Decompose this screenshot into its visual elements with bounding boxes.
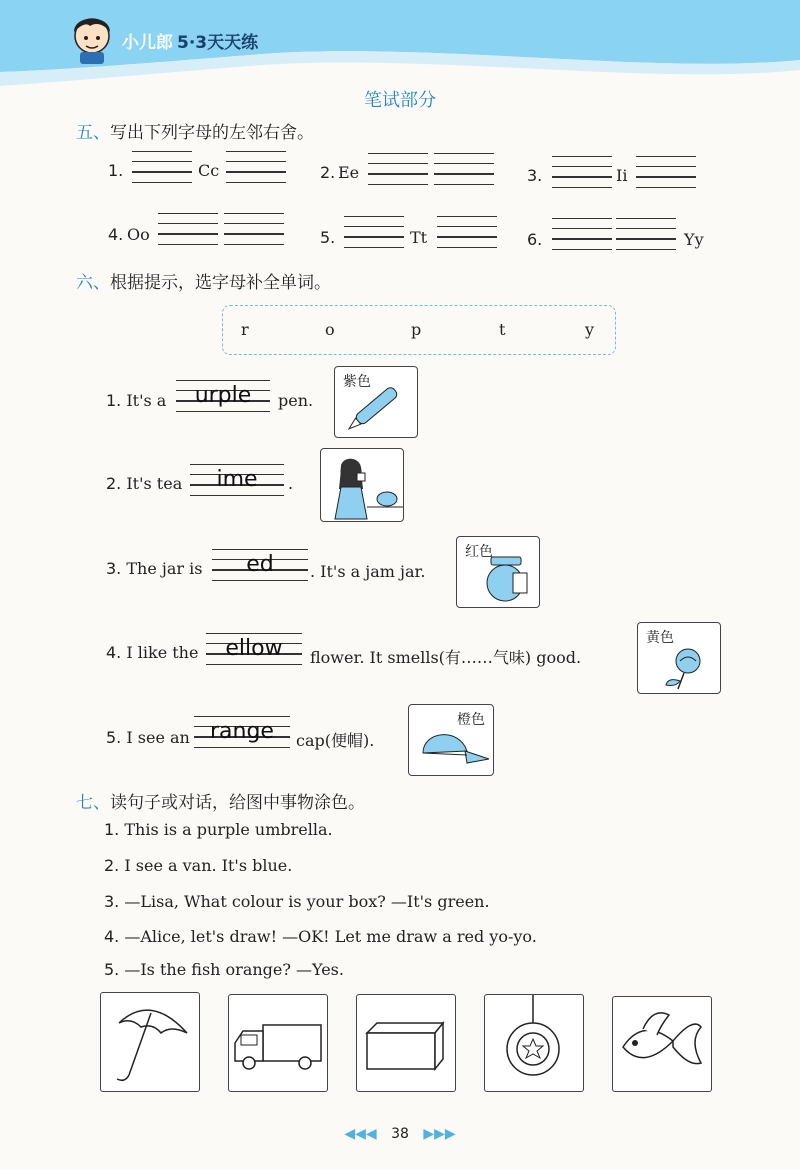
section-title: 笔试部分 [364, 90, 436, 111]
writing-lines[interactable] [616, 218, 676, 252]
q5-item-number: 6. [527, 230, 543, 249]
writing-lines[interactable] [437, 216, 497, 250]
header-banner [0, 0, 800, 90]
hint-label: 紫色 [343, 374, 371, 390]
q6-item-number: 2. [106, 474, 122, 493]
q6-answer: ime [216, 467, 258, 492]
q5-letter: Ii [616, 166, 628, 185]
q5-letter: Ee [338, 163, 360, 182]
q6-after-text: cap(便帽). [296, 731, 375, 750]
q5-text: 写出下列字母的左邻右舍。 [110, 123, 314, 143]
q7-sentence [104, 927, 537, 946]
q7-item-number: 1. [104, 820, 120, 839]
q5-item-number: 2. [320, 163, 336, 182]
q5-number: 五、 [76, 123, 110, 143]
q7-text: 读句子或对话，给图中事物涂色。 [110, 793, 365, 813]
box-icon [357, 995, 455, 1091]
box-picture[interactable] [356, 994, 456, 1092]
q6-item-number: 4. [106, 643, 122, 662]
yoyo-picture[interactable] [484, 994, 584, 1092]
q6-after-text: pen. [278, 391, 314, 410]
hint-picture [408, 704, 494, 776]
q7-item-number: 4. [104, 927, 120, 946]
q5-item-number: 4. [108, 225, 124, 244]
q6-item-number: 5. [106, 728, 122, 747]
hint-label: 黄色 [646, 630, 674, 646]
q6-before-text: The jar is [126, 559, 203, 578]
q6-item [106, 559, 202, 578]
choice-letter: r [241, 320, 249, 339]
brand-title [122, 28, 258, 53]
q6-item-number: 3. [106, 559, 122, 578]
q6-text: 根据提示，选字母补全单词。 [110, 273, 331, 293]
q6-item [106, 728, 190, 747]
letter-choice-box [222, 305, 616, 355]
q6-item-number: 1. [106, 391, 122, 410]
q7-sentence-text: —Alice, let's draw! —OK! Let me draw a red yo-yo. [124, 927, 537, 946]
q5-letter: Tt [410, 228, 428, 247]
q5-item-number: 3. [527, 166, 543, 185]
brand-series: 5·3天天练 [177, 33, 259, 53]
q6-item [106, 643, 198, 662]
q7-sentence [104, 856, 292, 875]
writing-lines[interactable] [132, 151, 192, 185]
q6-answer: ed [246, 552, 274, 577]
page-number: 38 [391, 1126, 409, 1142]
fish-picture[interactable] [612, 996, 712, 1092]
hint-picture [637, 622, 721, 694]
q7-sentence [104, 960, 344, 979]
writing-lines[interactable] [552, 218, 612, 252]
hint-label: 红色 [465, 544, 493, 560]
next-arrows-icon: ▶▶▶ [423, 1126, 456, 1142]
hint-picture [334, 366, 418, 438]
van-picture[interactable] [228, 994, 328, 1092]
q6-before-text: It's tea [126, 474, 183, 493]
q5-item-number: 5. [320, 228, 336, 247]
writing-lines[interactable] [224, 213, 284, 247]
prev-arrows-icon: ◀◀◀ [344, 1126, 377, 1142]
q6-before-text: I see an [126, 728, 190, 747]
q6-answer: urple [194, 383, 252, 408]
writing-lines[interactable] [636, 156, 696, 190]
q5-title [76, 118, 314, 143]
q7-sentence [104, 820, 333, 839]
q7-sentence [104, 892, 490, 911]
q7-sentence-text: —Lisa, What colour is your box? —It's green. [124, 892, 490, 911]
page-footer [0, 1126, 800, 1142]
q6-title [76, 268, 331, 293]
q6-before-text: It's a [126, 391, 167, 410]
q6-answer: ellow [225, 636, 283, 661]
q7-item-number: 2. [104, 856, 120, 875]
q6-after-text: . [288, 474, 294, 493]
umbrella-picture[interactable] [100, 992, 200, 1092]
choice-letter: y [585, 320, 595, 339]
writing-lines[interactable] [368, 153, 428, 187]
q7-number: 七、 [76, 793, 110, 813]
q6-item [106, 474, 182, 493]
q7-sentence-text: —Is the fish orange? —Yes. [124, 960, 344, 979]
choice-letter: p [411, 320, 422, 339]
q6-item [106, 391, 166, 410]
choice-letter: t [499, 320, 506, 339]
q5-item-number: 1. [108, 161, 124, 180]
hint-label: 橙色 [457, 712, 485, 728]
umbrella-icon [101, 993, 199, 1091]
writing-lines[interactable] [158, 213, 218, 247]
q6-after-text: flower. It smells(有……气味) good. [310, 648, 582, 667]
writing-lines[interactable] [344, 216, 404, 250]
brand-name: 小儿郎 [122, 33, 173, 53]
fish-icon [613, 997, 711, 1091]
q5-letter: Cc [198, 161, 220, 180]
q5-letter: Oo [127, 225, 150, 244]
q6-after-text: . It's a jam jar. [310, 562, 426, 581]
q7-item-number: 3. [104, 892, 120, 911]
q7-item-number: 5. [104, 960, 120, 979]
q7-sentence-text: I see a van. It's blue. [124, 856, 293, 875]
van-icon [229, 995, 327, 1091]
choice-letter: o [325, 320, 335, 339]
q6-number: 六、 [76, 273, 110, 293]
writing-lines[interactable] [434, 153, 494, 187]
hint-picture [456, 536, 540, 608]
q5-letter: Yy [684, 230, 704, 249]
hint-picture [320, 448, 404, 522]
girl-drinking-tea-icon [321, 449, 403, 521]
q7-sentence-text: This is a purple umbrella. [124, 820, 333, 839]
q6-answer: range [210, 719, 274, 744]
writing-lines[interactable] [226, 151, 286, 185]
q7-title [76, 788, 365, 813]
q6-before-text: I like the [126, 643, 199, 662]
writing-lines[interactable] [552, 156, 612, 190]
yoyo-icon [485, 995, 583, 1091]
